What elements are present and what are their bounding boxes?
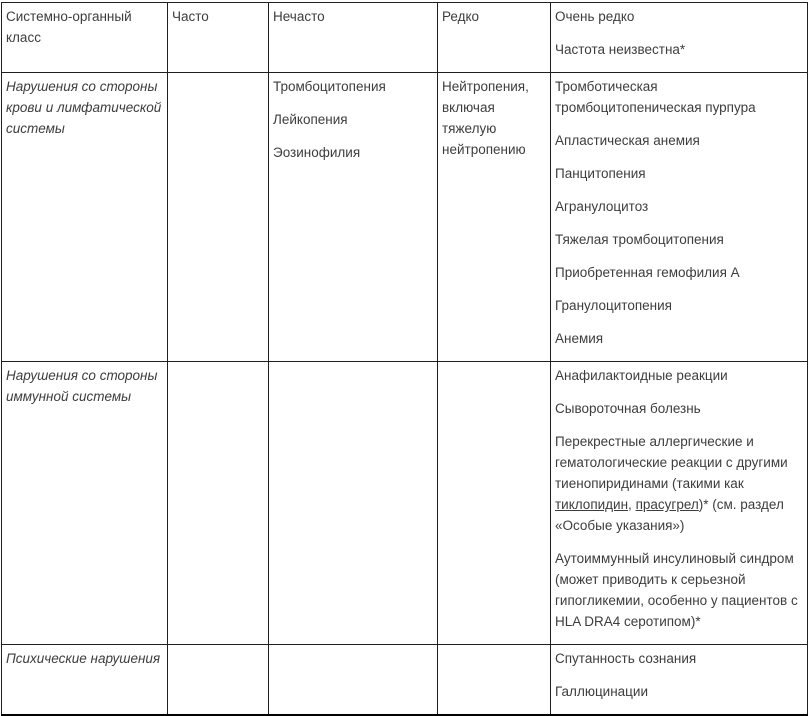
header-system-organ-class: Системно-органный класс (2, 3, 168, 73)
table-row-immune-system (2, 362, 808, 645)
reaction-item: Сывороточная болезнь (555, 401, 701, 416)
cell-blood-often (168, 73, 269, 362)
reaction-item: Аутоиммунный инсулиновый синдром (может приводить к серьезной гипогликемии, особенно у пациентов с HLA DRA4 серотипом)* (555, 551, 798, 629)
reaction-item: Агранулоцитоз (555, 199, 649, 214)
cell-blood-rare (438, 73, 551, 362)
reaction-item: Гранулоцитопения (555, 298, 672, 313)
soc-label: Нарушения со стороны иммунной системы (6, 368, 158, 404)
reaction-item: Панцитопения (555, 166, 646, 181)
cell-psychiatric-rare (438, 645, 551, 716)
header-uncommon: Нечасто (269, 3, 438, 73)
cross-reactions-text-start: Перекрестные аллергические и гематологические реакции с другими тиенопиридинами (такими как (555, 434, 788, 491)
reaction-item: Галлюцинации (555, 684, 648, 699)
reaction-item: Эозинофилия (273, 145, 361, 160)
prasugrel-link[interactable]: прасугрел (635, 497, 699, 512)
reaction-item: Тромбоцитопения (273, 79, 386, 94)
reaction-item: Приобретенная гемофилия А (555, 265, 740, 280)
reaction-item-cross-reactions (555, 431, 804, 536)
cross-reactions-separator: , (628, 497, 636, 512)
cell-blood-soc (2, 73, 168, 362)
soc-label: Психические нарушения (6, 651, 161, 666)
cell-psychiatric-uncommon (269, 645, 438, 716)
cell-immune-uncommon (269, 362, 438, 645)
table-row-psychiatric (2, 645, 808, 716)
ticlopidine-link[interactable]: тиклопидин (555, 497, 629, 512)
reaction-item: Анемия (555, 331, 604, 346)
reaction-item: Тромботическая тромбоцитопеническая пурпура (555, 79, 756, 115)
reaction-item: Нейтропения, включая тяжелую нейтропению (442, 79, 529, 157)
reaction-item: Анафилактоидные реакции (555, 368, 728, 383)
adverse-reactions-table (1, 2, 808, 716)
cell-blood-very-rare (551, 73, 808, 362)
cell-immune-often (168, 362, 269, 645)
header-row (2, 3, 808, 73)
cell-blood-uncommon (269, 73, 438, 362)
reaction-item: Спутанность сознания (555, 651, 697, 666)
cell-psychiatric-very-rare (551, 645, 808, 716)
cell-immune-rare (438, 362, 551, 645)
soc-label: Нарушения со стороны крови и лимфатической системы (6, 79, 162, 136)
cell-psychiatric-soc (2, 645, 168, 716)
cell-psychiatric-often (168, 645, 269, 716)
cell-immune-soc (2, 362, 168, 645)
table-row-blood-lymphatic (2, 73, 808, 362)
cross-reactions-text-end: )* (см. раздел «Особые указания») (555, 497, 784, 533)
cell-immune-very-rare (551, 362, 808, 645)
header-frequency-unknown-label: Частота неизвестна* (555, 42, 686, 57)
header-very-rare-label: Очень редко (555, 9, 635, 24)
header-very-rare (551, 3, 808, 73)
reaction-item: Лейкопения (273, 112, 348, 127)
header-rare: Редко (438, 3, 551, 73)
header-often: Часто (168, 3, 269, 73)
reaction-item: Тяжелая тромбоцитопения (555, 232, 724, 247)
reaction-item: Апластическая анемия (555, 133, 700, 148)
